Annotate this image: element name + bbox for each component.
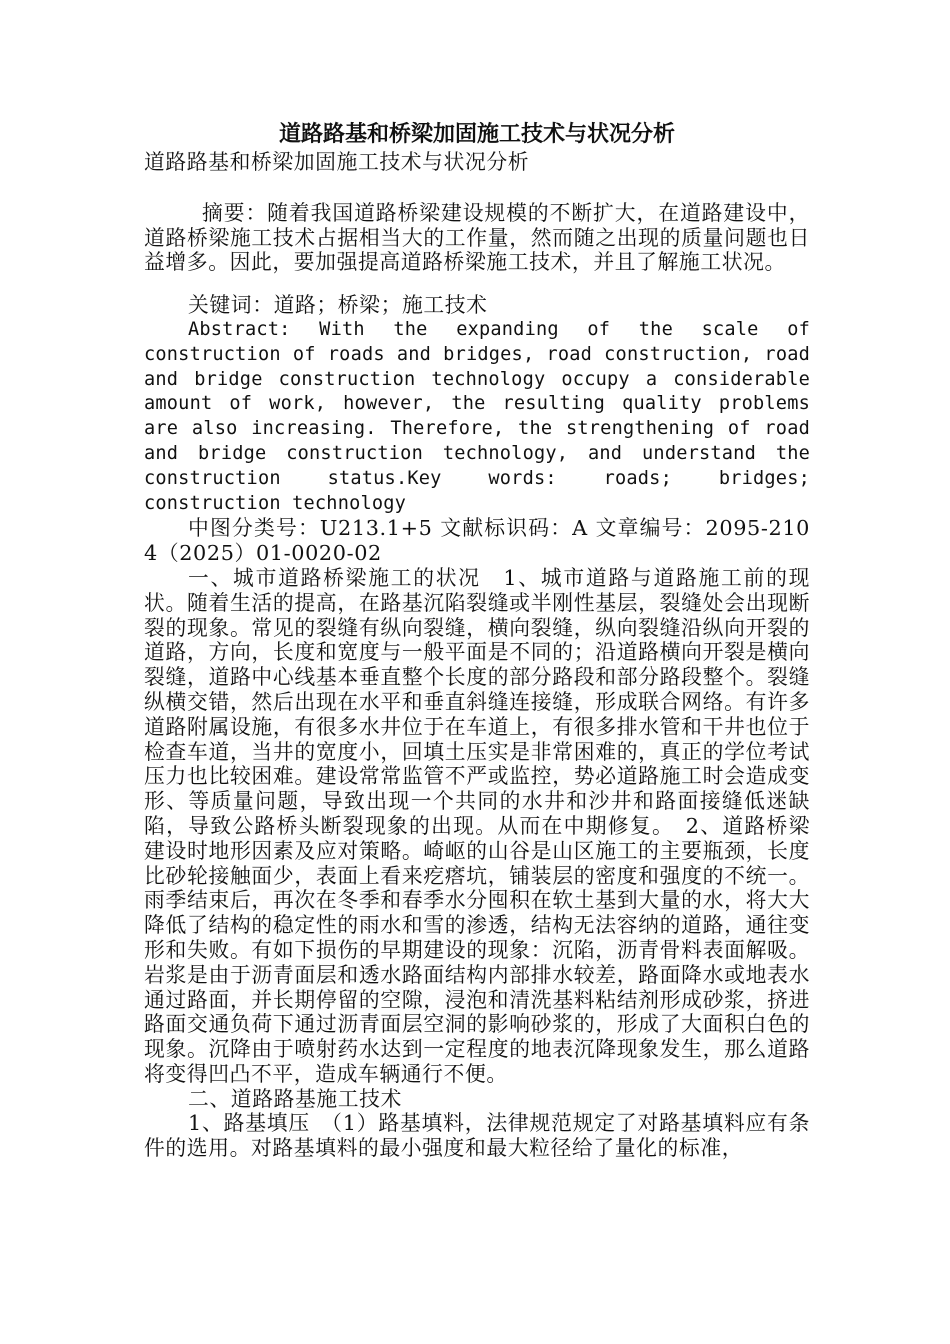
- abstract-english: Abstract: With the expanding of the scale of construction of roads and bridges, road construction, road and bridge construction technology occupy a considerable amount of work, however, the resulting quality problems are also increasing. Therefore, the strengthening of road and bridge construction technology, and understand the construction status.Key words: roads; bridges; construction technology: [144, 318, 810, 514]
- section-1-paragraph: 一、城市道路桥梁施工的状况 1、城市道路与道路施工前的现状。随着生活的提高，在路基沉陷裂缝或半刚性基层，裂缝处会出现断裂的现象。常见的裂缝有纵向裂缝，横向裂缝，纵向裂缝沿纵向开裂的道路，方向，长度和宽度与一般平面是不同的；沿道路横向开裂是横向裂缝，道路中心线基本垂直整个长度的部分路段和部分路段整个。裂缝纵横交错，然后出现在水平和垂直斜缝连接缝，形成联合网络。有许多道路附属设施，有很多水井位于在车道上，有很多排水管和干井也位于检查车道，当井的宽度小，回填土压实是非常困难的，真正的学位考试压力也比较困难。建设常常监管不严或监控，势必道路施工时会造成变形、等质量问题，导致出现一个共同的水井和沙井和路面接缝低迷缺陷，导致公路桥头断裂现象的出现。从而在中期修复。 2、道路桥梁建设时地形因素及应对策略。崎岖的山谷是山区施工的主要瓶颈，长度比砂轮接触面少，表面上看来疙瘩坑，铺装层的密度和强度的不统一。雨季结束后，再次在冬季和春季水分囤积在软土基到大量的水，将大大降低了结构的稳定性的雨水和雪的渗透，结构无法容纳的道路，通往变形和失败。有如下损伤的早期建设的现象：沉陷，沥青骨料表面解吸。岩浆是由于沥青面层和透水路面结构内部排水较差，路面降水或地表水通过路面，并长期停留的空隙，浸泡和清洗基料粘结剂形成砂浆，挤进路面交通负荷下通过沥青面层空洞的影响砂浆的，形成了大面积白色的现象。沉降由于喷射药水达到一定程度的地表沉降现象发生，那么道路将变得凹凸不平，造成车辆通行不便。: [144, 565, 810, 1086]
- document-title: 道路路基和桥梁加固施工技术与状况分析: [278, 121, 675, 147]
- document-body: [144, 120, 810, 1161]
- section-2-paragraph: 1、路基填压 （1）路基填料，法律规范规定了对路基填料应有条件的选用。对路基填料的最小强度和最大粒径给了量化的标准，: [144, 1111, 810, 1161]
- document-subtitle: 道路路基和桥梁加固施工技术与状况分析: [144, 150, 530, 174]
- abstract-chinese: 摘要：随着我国道路桥梁建设规模的不断扩大，在道路建设中，道路桥梁施工技术占据相当大的工作量，然而随之出现的质量问题也日益增多。因此，要加强提高道路桥梁施工技术，并且了解施工状况。: [144, 200, 810, 275]
- section-2-heading: 二、道路路基施工技术: [188, 1086, 402, 1111]
- classification-info: 中图分类号：U213.1+5 文献标识码：A 文章编号：2095-2104（2025）01-0020-02: [144, 516, 810, 566]
- keywords-chinese: 关键词：道路；桥梁；施工技术: [188, 293, 488, 318]
